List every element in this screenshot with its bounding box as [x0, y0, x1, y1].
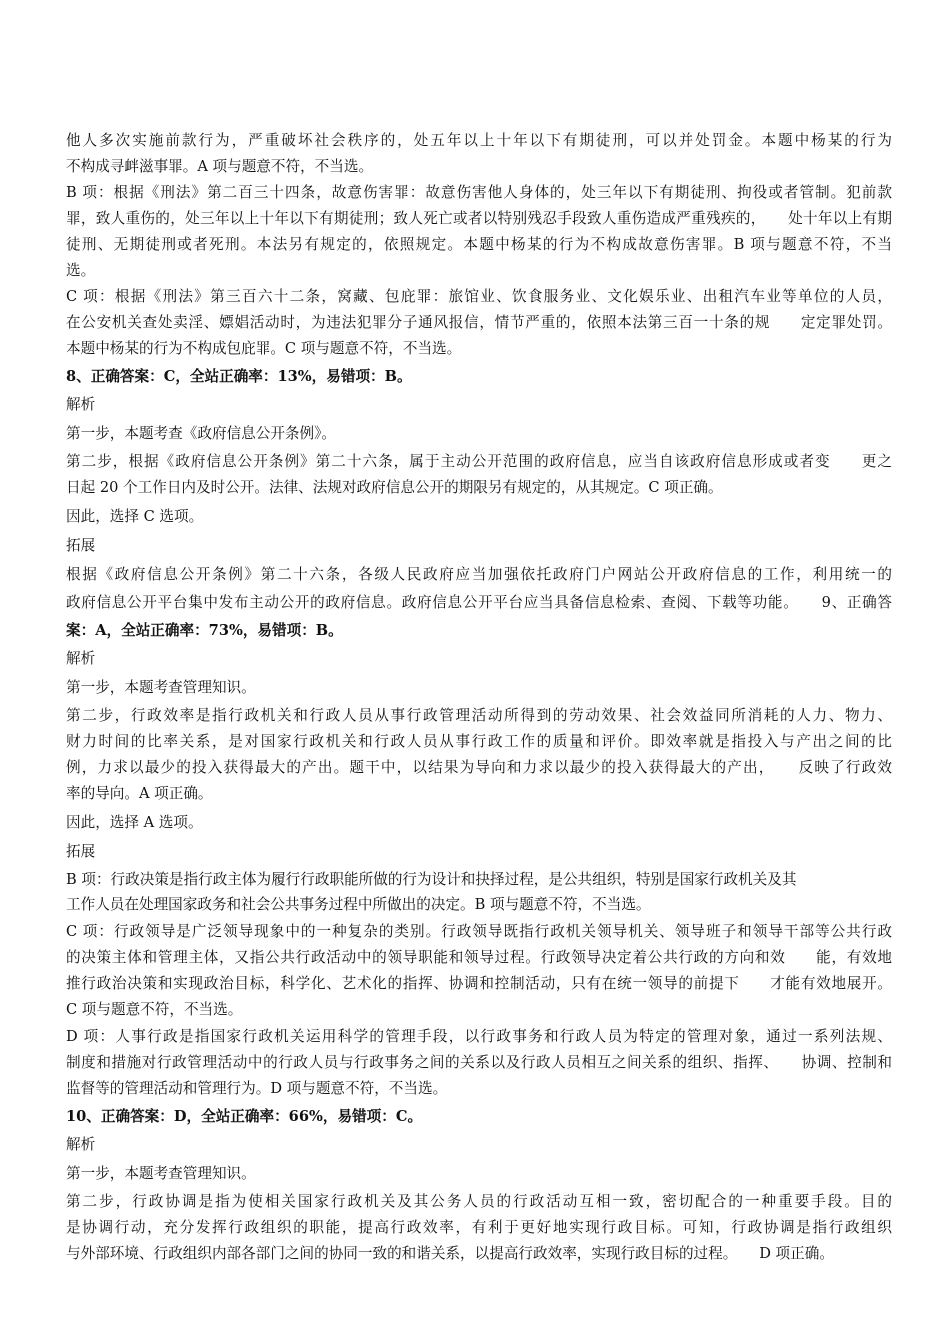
answer-heading-9: 案：A，全站正确率：73%，易错项：B。: [66, 622, 343, 639]
section-label-jiexi: 解析: [66, 396, 96, 413]
text-line: 在公安机关查处卖淫、嫖娼活动时，为违法犯罪分子通风报信，情节严重的，依照本法第三百一十条的规 定定罪处罚。: [66, 314, 892, 331]
text-line: 制度和措施对行政管理活动中的行政人员与行政事务之间的关系以及行政人员相互之间关系的组织、指挥、 协调、控制和: [66, 1054, 892, 1071]
text-line: 他人多次实施前款行为，严重破坏社会秩序的，处五年以上十年以下有期徒刑，可以并处罚金。本题中杨某的行为: [66, 132, 892, 149]
answer-heading-8: 8、正确答案：C，全站正确率：13%，易错项：B。: [66, 368, 412, 385]
text-line: 推行政治决策和实现政治目标，科学化、艺术化的指挥、协调和控制活动，只有在统一领导的前提下 才能有效地展开。: [66, 975, 892, 992]
text-line: 监督等的管理活动和管理行为。D 项与题意不符，不当选。: [66, 1080, 448, 1097]
text-line: C 项：根据《刑法》第三百六十二条，窝藏、包庇罪：旅馆业、饮食服务业、文化娱乐业、出租汽车业等单位的人员，: [66, 288, 892, 305]
text-line: B 项：根据《刑法》第二百三十四条，故意伤害罪：故意伤害他人身体的，处三年以下有期徒刑、拘役或者管制。犯前款: [66, 184, 892, 201]
text-line: 因此，选择 A 选项。: [66, 814, 203, 831]
text-line: B 项：行政决策是指行政主体为履行行政职能所做的行为设计和抉择过程，是公共组织，特别是国家行政机关及其: [66, 871, 797, 888]
text-line: 选。: [66, 262, 96, 279]
section-label-tuozhan: 拓展: [66, 843, 96, 860]
text-line: 例，力求以最少的投入获得最大的产出。题干中，以结果为导向和力求以最少的投入获得最大的产出， 反映了行政效: [66, 759, 892, 776]
text-line: 第一步，本题考查《政府信息公开条例》。: [66, 425, 336, 442]
text-line: 第二步，行政协调是指为使相关国家行政机关及其公务人员的行政活动互相一致，密切配合的一种重要手段。目的: [66, 1193, 892, 1210]
text-line: 与外部环境、行政组织内部各部门之间的协同一致的和谐关系，以提高行政效率，实现行政目标的过程。 D 项正确。: [66, 1245, 834, 1262]
text-line: 日起 20 个工作日内及时公开。法律、法规对政府信息公开的期限另有规定的，从其规定。C 项正确。: [66, 479, 723, 496]
text-line: 第一步，本题考查管理知识。: [66, 1165, 256, 1182]
text-line: 率的导向。A 项正确。: [66, 785, 213, 802]
text-line: 本题中杨某的行为不构成包庇罪。C 项与题意不符，不当选。: [66, 340, 462, 357]
answer-heading-10: 10、正确答案：D，全站正确率：66%，易错项：C。: [66, 1108, 423, 1125]
text-line: 政府信息公开平台集中发布主动公开的政府信息。政府信息公开平台应当具备信息检索、查阅、下载等功能。 9、正确答: [66, 594, 892, 611]
text-line: 是协调行动，充分发挥行政组织的职能，提高行政效率，有利于更好地实现行政目标。可知，行政协调是指行政组织: [66, 1219, 892, 1236]
text-line: 第二步，根据《政府信息公开条例》第二十六条，属于主动公开范围的政府信息，应当自该政府信息形成或者变 更之: [66, 453, 892, 470]
text-line: 根据《政府信息公开条例》第二十六条，各级人民政府应当加强依托政府门户网站公开政府信息的工作，利用统一的: [66, 566, 892, 583]
section-label-tuozhan: 拓展: [66, 537, 96, 554]
text-line: 工作人员在处理国家政务和社会公共事务过程中所做出的决定。B 项与题意不符，不当选。: [66, 896, 651, 913]
text-line: C 项与题意不符，不当选。: [66, 1001, 243, 1018]
text-line: C 项：行政领导是广泛领导现象中的一种复杂的类别。行政领导既指行政机关领导机关、领导班子和领导干部等公共行政: [66, 923, 892, 940]
section-label-jiexi: 解析: [66, 650, 96, 667]
text-line: 财力时间的比率关系，是对国家行政机关和行政人员从事行政工作的质量和评价。即效率就是指投入与产出之间的比: [66, 733, 892, 750]
text-line: 徒刑、无期徒刑或者死刑。本法另有规定的，依照规定。本题中杨某的行为不构成故意伤害罪。B 项与题意不符，不当: [66, 236, 892, 253]
text-line: D 项：人事行政是指国家行政机关运用科学的管理手段，以行政事务和行政人员为特定的管理对象，通过一系列法规、: [66, 1028, 892, 1045]
text-line: 的决策主体和管理主体，又指公共行政活动中的领导职能和领导过程。行政领导决定着公共行政的方向和效 能，有效地: [66, 949, 892, 966]
text-line: 因此，选择 C 选项。: [66, 508, 204, 525]
section-label-jiexi: 解析: [66, 1136, 96, 1153]
text-line: 第二步，行政效率是指行政机关和行政人员从事行政管理活动所得到的劳动效果、社会效益同所消耗的人力、物力、: [66, 707, 892, 724]
text-line: 第一步，本题考查管理知识。: [66, 679, 256, 696]
text-line: 不构成寻衅滋事罪。A 项与题意不符，不当选。: [66, 158, 374, 175]
text-line: 罪，致人重伤的，处三年以上十年以下有期徒刑；致人死亡或者以特别残忍手段致人重伤造成严重残疾的， 处十年以上有期: [66, 210, 892, 227]
